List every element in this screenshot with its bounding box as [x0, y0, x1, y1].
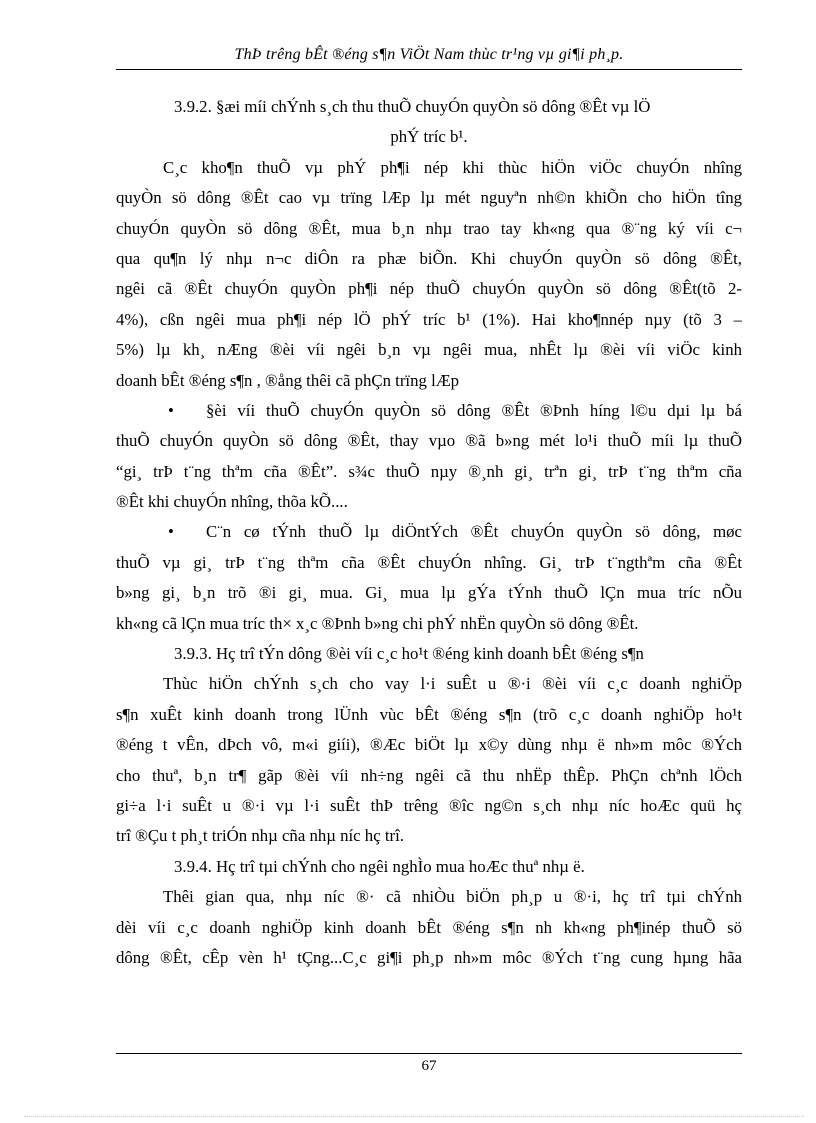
bullet-line: b»ng gi¸ b¸n trõ ®i gi¸ mua. Gi¸ mua lµ gÝa tÝnh thuÕ lÇn mua tríc nÕu	[116, 583, 742, 603]
header-rule	[116, 69, 742, 70]
paragraph-line: dông ®Êt, cÊp vèn h¹ tÇng...C¸c gi¶i ph¸p nh»m môc ®Ých t¨ng cung hµng hãa	[116, 947, 742, 967]
paragraph-line: chuyÓn quyÒn sö dông ®Êt, mua b¸n nhµ trao tay kh«ng qua ®¨ng ký víi c¬	[116, 218, 742, 238]
paragraph-line: 5%) lµ kh¸ nÆng ®èi víi ngêi b¸n vµ ngêi mua, nhÊt lµ ®èi víi viÖc kinh	[116, 340, 742, 360]
paragraph-line: s¶n xuÊt kinh doanh trong lÜnh vùc bÊt ®éng s¶n (trõ c¸c doanh nghiÖp ho¹t	[116, 704, 742, 724]
footer-rule	[116, 1053, 742, 1054]
page-bottom-border	[24, 1116, 804, 1117]
bullet-line: kh«ng cã lÇn mua tríc th× x¸c ®Þnh b»ng chi phÝ nhËn quyÒn sö dông ®Êt.	[116, 613, 639, 633]
section-heading-3-9-2-cont: phÝ tríc b¹.	[390, 127, 468, 147]
paragraph-line: cho thuª, b¸n tr¶ gãp ®èi víi nh÷ng ngêi cã thu nhËp thÊp. PhÇn chªnh lÖch	[116, 765, 742, 785]
paragraph-line: dèi víi c¸c doanh nghiÖp kinh doanh bÊt ®éng s¶n nh kh«ng ph¶inép thuÕ sö	[116, 917, 742, 937]
bullet-line: ®Êt khi chuyÓn nhîng, thõa kÕ....	[116, 492, 348, 512]
paragraph-line: 4%), cßn ngêi mua ph¶i nép lÖ phÝ tríc b¹ (1%). Hai kho¶nnép nµy (tõ 3 –	[116, 309, 742, 329]
paragraph-line: Thêi gian qua, nhµ níc ®· cã nhiÒu biÖn ph¸p u ®·i, hç trî tµi chÝnh	[163, 887, 742, 907]
bullet-line: “gi¸ trÞ t¨ng thªm cña ®Êt”. s¾c thuÕ nµy ®¸nh gi¸ trªn gi¸ trÞ t¨ng thªm cña	[116, 461, 742, 481]
bullet-icon: •	[168, 522, 174, 542]
section-heading-3-9-4: 3.9.4. Hç trî tµi chÝnh cho ngêi nghÌo mua hoÆc thuª nhµ ë.	[174, 856, 585, 876]
paragraph-line: Thùc hiÖn chÝnh s¸ch cho vay l·i suÊt u ®·i ®èi víi c¸c doanh nghiÖp	[163, 674, 742, 694]
paragraph-line: ngêi cã ®Êt chuyÓn quyÒn ph¶i nép thuÕ chuyÓn quyÒn sö dông ®Êt(tõ 2-	[116, 279, 742, 299]
paragraph-line: ®éng t vÊn, dÞch vô, m«i giíi), ®Æc biÖt lµ x©y dùng nhµ ë nh»m môc ®Ých	[116, 735, 742, 755]
paragraph-line: C¸c kho¶n thuÕ vµ phÝ ph¶i nép khi thùc hiÖn viÖc chuyÓn nhîng	[163, 157, 742, 177]
bullet-line: thuÕ chuyÓn quyÒn sö dông ®Êt, thay vµo ®ã b»ng mét lo¹i thuÕ míi lµ thuÕ	[116, 431, 742, 451]
paragraph-line: trî ®Çu t ph¸t triÓn nhµ cña nhµ níc hç trî.	[116, 826, 404, 846]
paragraph-line: doanh bÊt ®éng s¶n , ®ång thêi cã phÇn trïng lÆp	[116, 370, 460, 390]
bullet-line: thuÕ vµ gi¸ trÞ t¨ng thªm cña ®Êt chuyÓn nhîng. Gi¸ trÞ t¨ngthªm cña ®Êt	[116, 552, 742, 572]
page-body	[116, 92, 742, 973]
paragraph-line: gi÷a l·i suÊt u ®·i vµ l·i suÊt thÞ trêng ®îc ng©n s¸ch nhµ níc hoÆc quü hç	[116, 795, 742, 815]
page-number: 67	[421, 1058, 437, 1074]
bullet-text: C¨n cø tÝnh thuÕ lµ diÖntÝch ®Êt chuyÓn quyÒn sö dông, møc	[206, 522, 742, 542]
section-heading-3-9-2: 3.9.2. §æi míi chÝnh s¸ch thu thuÕ chuyÓn quyÒn sö dông ®Êt vµ lÖ	[174, 97, 651, 116]
bullet-text: §èi víi thuÕ chuyÓn quyÒn sö dông ®Êt ®Þnh híng l©u dµi lµ bá	[206, 400, 742, 420]
bullet-item-line	[116, 517, 742, 547]
paragraph-line: qua qu¶n lý nhµ n¬c diÔn ra phæ biÕn. Khi chuyÓn quyÒn sö dông ®Êt,	[116, 248, 742, 268]
paragraph-line: quyÒn sö dông ®Êt cao vµ trïng lÆp lµ mét nguyªn nh©n khiÕn cho hiÖn tîng	[116, 188, 742, 208]
running-header: ThÞ trêng bÊt ®éng s¶n ViÖt Nam thùc tr¹ng vµ gi¶i ph¸p.	[234, 46, 624, 63]
bullet-icon: •	[168, 400, 174, 420]
section-heading-3-9-3: 3.9.3. Hç trî tÝn dông ®èi víi c¸c ho¹t ®éng kinh doanh bÊt ®éng s¶n	[174, 644, 644, 664]
bullet-item-line	[116, 396, 742, 426]
